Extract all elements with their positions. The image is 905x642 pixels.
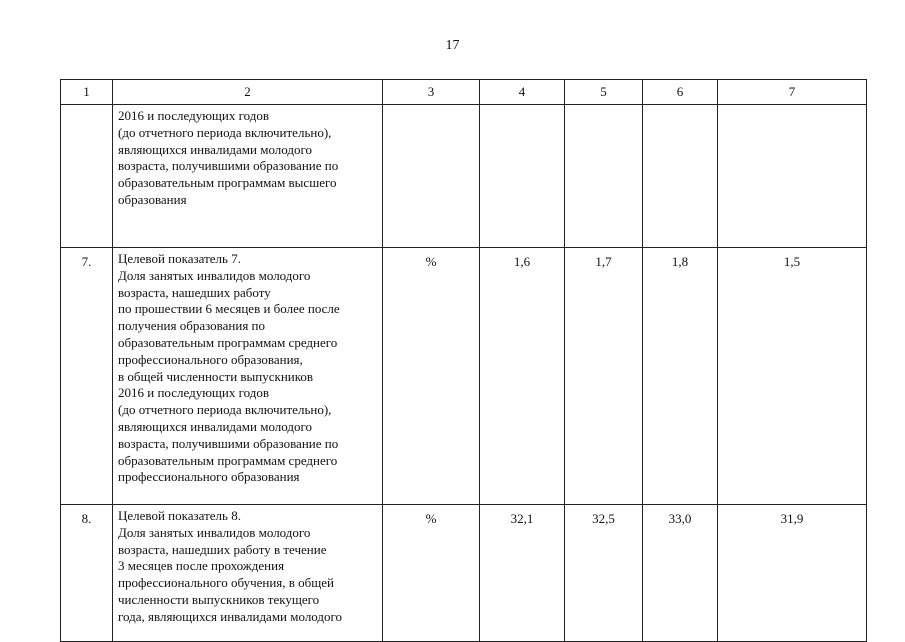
indicator-description-cell: [113, 505, 383, 642]
value-cell-5: [565, 105, 643, 248]
description-line: профессионального образования,: [118, 351, 303, 367]
description-line: профессионального обучения, в общей: [118, 575, 335, 591]
value-cell-7: 31,9: [718, 505, 867, 642]
description-line: численности выпускников текущего: [118, 591, 320, 607]
description-line: возраста, получившими образование по: [118, 435, 339, 451]
description-line: образовательным программам высшего: [118, 175, 337, 191]
value-cell-7: 1,5: [718, 248, 867, 505]
description-line: 2016 и последующих годов: [118, 385, 270, 401]
unit-cell: [383, 105, 480, 248]
table-row-7: [61, 248, 867, 505]
description-line: Целевой показатель 7.: [118, 251, 241, 266]
description-line: являющихся инвалидами молодого: [118, 418, 313, 434]
header-cell-5: 5: [565, 80, 643, 105]
indicator-description-cell: [113, 248, 383, 505]
value-cell-6: 33,0: [643, 505, 718, 642]
unit-cell: %: [383, 248, 480, 505]
description-line: образования: [118, 191, 187, 207]
description-line: Доля занятых инвалидов молодого: [118, 267, 311, 283]
page-number: 17: [445, 38, 460, 53]
value-cell-4: 32,1: [480, 505, 565, 642]
description-line: возраста, нашедших работу: [118, 284, 271, 300]
description-line: Целевой показатель 8.: [118, 508, 241, 523]
row-number-cell: 8.: [61, 505, 113, 642]
description-line: по прошествии 6 месяцев и более после: [118, 301, 340, 317]
description-line: (до отчетного периода включительно),: [118, 402, 332, 418]
row-number-cell: [61, 105, 113, 248]
header-cell-2: 2: [113, 80, 383, 105]
description-line: года, являющихся инвалидами молодого: [118, 608, 343, 624]
description-line: образовательным программам среднего: [118, 334, 338, 350]
header-cell-1: 1: [61, 80, 113, 105]
description-line: (до отчетного периода включительно),: [118, 124, 332, 140]
description-line: 2016 и последующих годов: [118, 108, 270, 123]
value-cell-5: 32,5: [565, 505, 643, 642]
description-line: Доля занятых инвалидов молодого: [118, 524, 311, 540]
value-cell-4: [480, 105, 565, 248]
header-cell-3: 3: [383, 80, 480, 105]
description-line: являющихся инвалидами молодого: [118, 141, 313, 157]
header-cell-6: 6: [643, 80, 718, 105]
indicators-table: [60, 79, 867, 642]
description-line: 3 месяцев после прохождения: [118, 558, 285, 574]
unit-cell: %: [383, 505, 480, 642]
header-cell-7: 7: [718, 80, 867, 105]
header-cell-4: 4: [480, 80, 565, 105]
value-cell-6: [643, 105, 718, 248]
indicator-description-cell: [113, 105, 383, 248]
value-cell-7: [718, 105, 867, 248]
value-cell-4: 1,6: [480, 248, 565, 505]
row-number-cell: 7.: [61, 248, 113, 505]
value-cell-5: 1,7: [565, 248, 643, 505]
description-line: возраста, получившими образование по: [118, 158, 339, 174]
table-header-row: [61, 80, 867, 105]
description-line: профессионального образования: [118, 469, 300, 485]
table-row-8: [61, 505, 867, 642]
table-row-continuation: [61, 105, 867, 248]
description-line: образовательным программам среднего: [118, 452, 338, 468]
description-line: получения образования по: [118, 318, 266, 334]
value-cell-6: 1,8: [643, 248, 718, 505]
description-line: возраста, нашедших работу в течение: [118, 541, 327, 557]
description-line: в общей численности выпускников: [118, 368, 314, 384]
